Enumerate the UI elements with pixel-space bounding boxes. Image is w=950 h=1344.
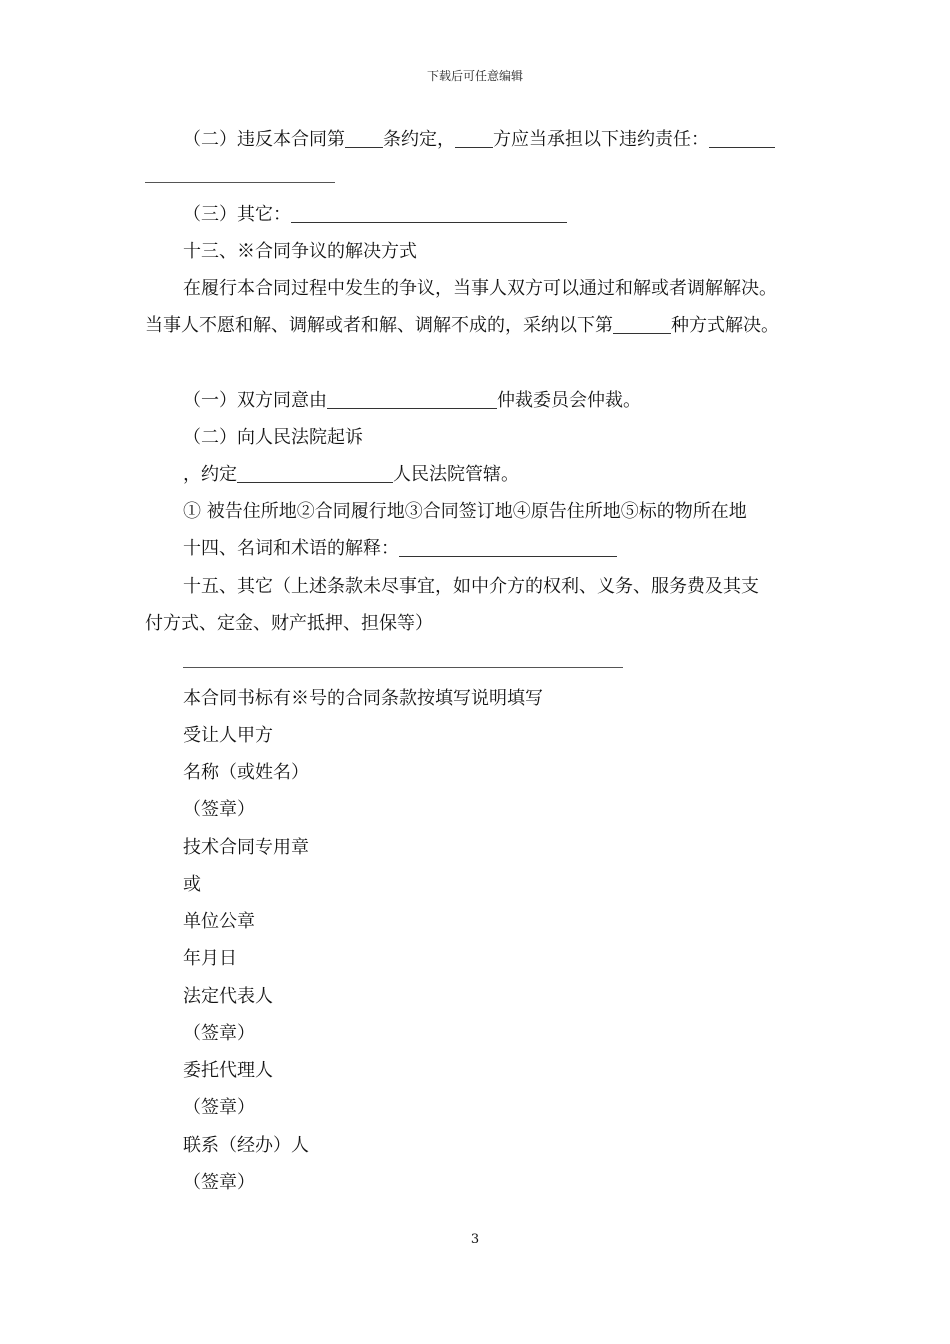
signature-label: 联系（经办）人 <box>183 1135 309 1156</box>
signature-label: 或 <box>183 874 201 895</box>
signature-label: 名称（或姓名） <box>183 762 309 783</box>
signature-label: 年月日 <box>183 948 237 969</box>
page-number: 3 <box>470 1232 480 1247</box>
signature-label: （签章） <box>183 1172 255 1193</box>
section-15: 十五、其它（上述条款未尽事宜，如中介方的权利、义务、服务费及其支 <box>183 576 759 597</box>
section-14 <box>183 537 617 561</box>
text: 方应当承担以下违约责任： <box>493 129 709 150</box>
blank-line <box>145 182 335 183</box>
paragraph-line: 付方式、定金、财产抵押、担保等） <box>145 613 433 634</box>
text: 人民法院管辖。 <box>393 464 519 485</box>
blank-field <box>345 129 383 148</box>
text: 当事人不愿和解、调解或者和解、调解不成的，采纳以下第 <box>145 315 613 336</box>
text: ，约定 <box>183 464 237 485</box>
jurisdiction-line <box>183 463 519 487</box>
signature-label: 委托代理人 <box>183 1060 273 1081</box>
paragraph-line <box>145 314 779 338</box>
page-header: 下载后可任意编辑 <box>426 69 523 83</box>
paragraph-line: 在履行本合同过程中发生的争议，当事人双方可以通过和解或者调解解决。 <box>183 278 777 299</box>
text: （一）双方同意由 <box>183 390 327 411</box>
text: （二）违反本合同第 <box>183 129 345 150</box>
signature-label: （签章） <box>183 799 255 820</box>
signature-label: 法定代表人 <box>183 986 273 1007</box>
blank-field <box>613 315 671 334</box>
note-line: 本合同书标有※号的合同条款按填写说明填写 <box>183 688 543 709</box>
blank-line <box>183 667 623 668</box>
jurisdiction-options: ① 被告住所地②合同履行地③合同签订地④原告住所地⑤标的物所在地 <box>183 501 747 522</box>
text: 十四、名词和术语的解释： <box>183 538 399 559</box>
blank-field <box>455 129 493 148</box>
signature-label: （签章） <box>183 1097 255 1118</box>
text: 仲裁委员会仲裁。 <box>497 390 641 411</box>
blank-field <box>237 464 393 483</box>
option-arbitration <box>183 389 641 413</box>
text: （三）其它： <box>183 204 291 225</box>
blank-field <box>709 129 775 148</box>
signature-label: 技术合同专用章 <box>183 837 309 858</box>
signature-label: 单位公章 <box>183 911 255 932</box>
blank-field <box>291 204 567 223</box>
blank-field <box>327 390 497 409</box>
clause-12-3 <box>183 203 567 227</box>
signature-label: 受让人甲方 <box>183 725 273 746</box>
signature-label: （签章） <box>183 1023 255 1044</box>
section-13-title: 十三、※合同争议的解决方式 <box>183 241 417 262</box>
blank-field <box>399 538 617 557</box>
option-litigation: （二）向人民法院起诉 <box>183 427 363 448</box>
text: 种方式解决。 <box>671 315 779 336</box>
clause-12-2 <box>183 128 775 152</box>
text: 条约定， <box>383 129 455 150</box>
